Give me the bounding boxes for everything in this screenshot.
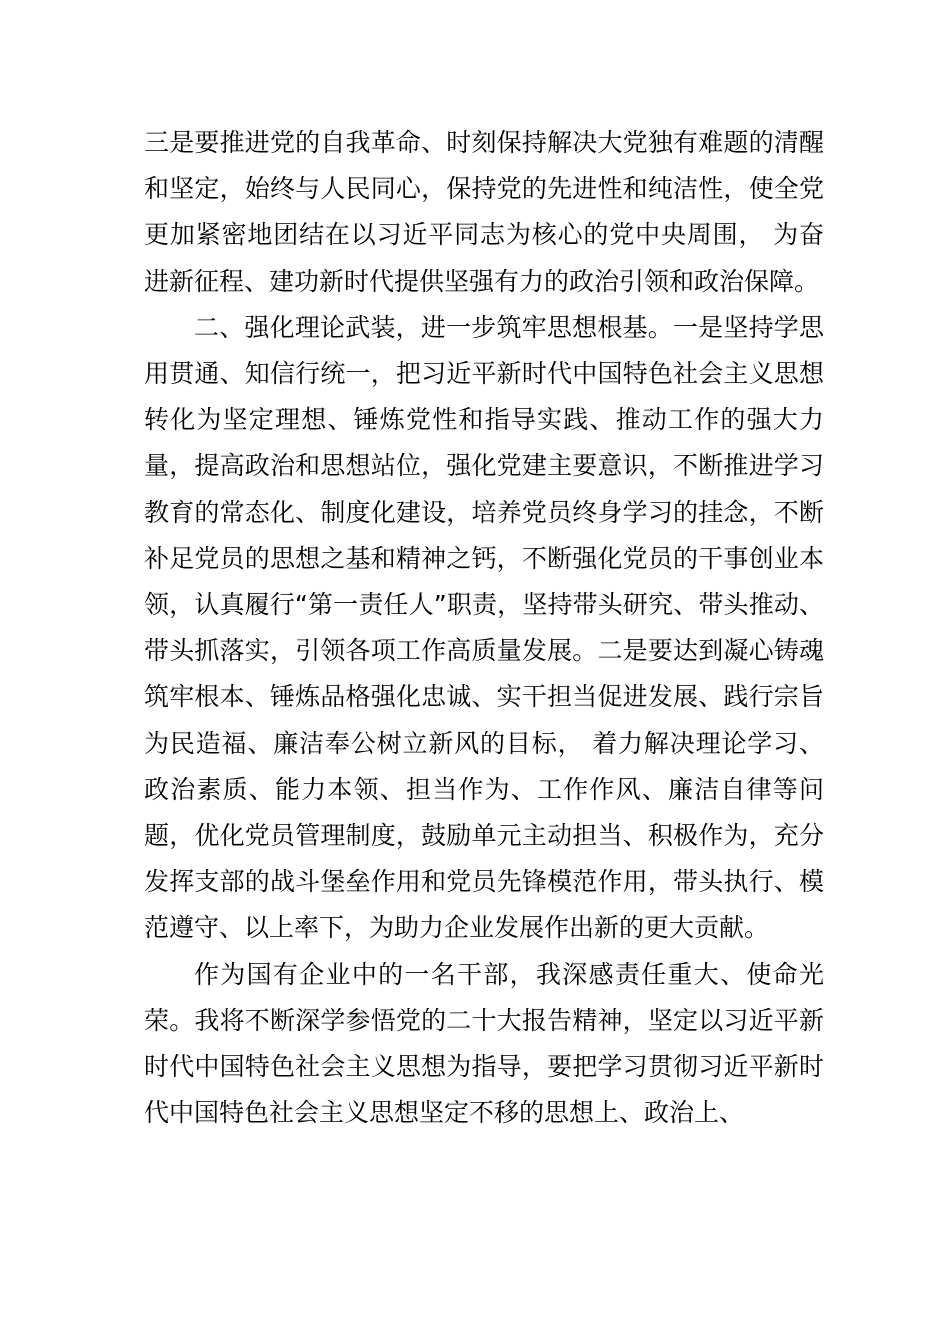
body-text — [144, 120, 824, 1136]
paragraph-personal-commitment: 作为国有企业中的一名干部，我深感责任重大、使命光荣。我将不断深学参悟党的二十大报告精神，坚定以习近平新时代中国特色社会主义思想为指导，要把学习贯彻习近平新时代中国特色社会主义思想坚定不移的思想上、政治上、 — [144, 959, 824, 1128]
paragraph-theory-armament: 二、强化理论武装，进一步筑牢思想根基。一是坚持学思用贯通、知信行统一，把习近平新时代中国特色社会主义思想转化为坚定理想、锤炼党性和指导实践、推动工作的强大力量，提高政治和思想站位，强化党建主要意识，不断推进学习教育的常态化、制度化建设，培养党员终身学习的挂念，不断补足党员的思想之基和精神之钙，不断强化党员的干事创业本领，认真履行“第一责任人”职责，坚持带头研究、带头推动、带头抓落实，引领各项工作高质量发展。二是要达到凝心铸魂筑牢根本、锤炼品格强化忠诚、实干担当促进发展、践行宗旨为民造福、廉洁奉公树立新风的目标， 着力解决理论学习、政治素质、能力本领、担当作为、工作作风、廉洁自律等问题，优化党员管理制度，鼓励单元主动担当、积极作为，充分发挥支部的战斗堡垒作用和党员先锋模范作用，带头执行、模范遵守、以上率下，为助力企业发展作出新的更大贡献。 — [144, 312, 824, 943]
paragraph-continuation: 三是要推进党的自我革命、时刻保持解决大党独有难题的清醒和坚定，始终与人民同心，保持党的先进性和纯洁性，使全党更加紧密地团结在以习近平同志为核心的党中央周围， 为奋进新征程、建功新时代提供坚强有力的政治引领和政治保障。 — [144, 128, 824, 296]
